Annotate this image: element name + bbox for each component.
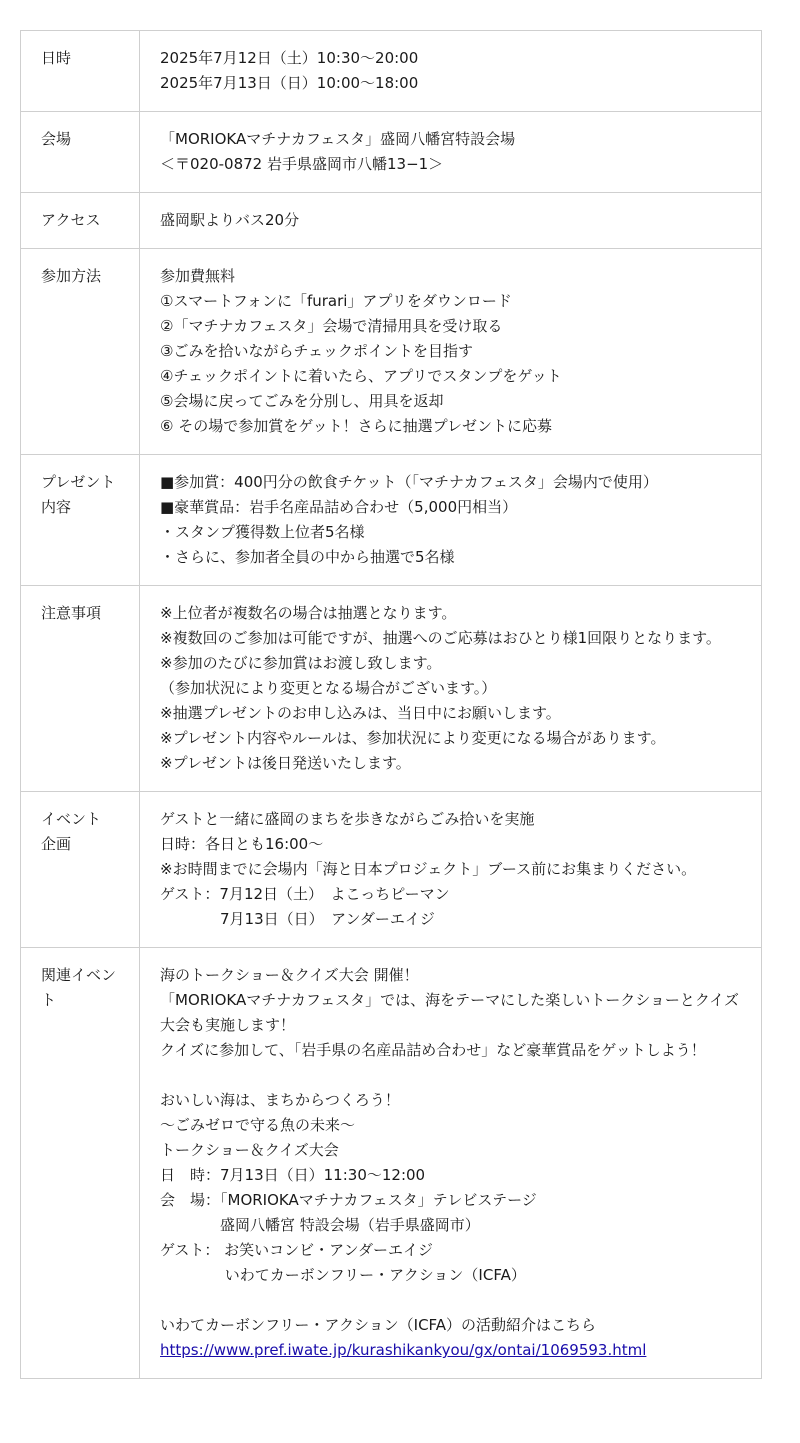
row-value (140, 112, 762, 193)
value-line: ＜〒020-0872 岩手県盛岡市八幡13−1＞ (160, 155, 444, 173)
value-line: 「MORIOKAマチナカフェスタ」では、海をテーマにした楽しいトークショーとクイズ大会も実施します！ (160, 991, 739, 1034)
table-row (21, 792, 762, 948)
row-label: 注意事項 (21, 586, 140, 792)
value-line (160, 1288, 739, 1313)
row-label: プレゼント内容 (21, 455, 140, 586)
row-value (140, 193, 762, 249)
row-value (140, 586, 762, 792)
table-row (21, 31, 762, 112)
value-line: 盛岡駅よりバス20分 (160, 211, 300, 229)
value-line: ・スタンプ獲得数上位者5名様 (160, 523, 365, 541)
value-line (160, 1063, 739, 1088)
value-line: ⑥ その場で参加賞をゲット！さらに抽選プレゼントに応募 (160, 417, 553, 435)
value-line: ■参加賞：400円分の飲食チケット（「マチナカフェスタ」会場内で使用） (160, 473, 658, 491)
value-line: 海のトークショー＆クイズ大会 開催！ (160, 966, 419, 984)
table-row (21, 193, 762, 249)
row-value (140, 948, 762, 1379)
value-line: ・さらに、参加者全員の中から抽選で5名様 (160, 548, 455, 566)
row-label: 関連イベント (21, 948, 140, 1379)
value-line: ④チェックポイントに着いたら、アプリでスタンプをゲット (160, 367, 562, 385)
row-value (140, 249, 762, 455)
value-line: 会 場：「MORIOKAマチナカフェスタ」テレビステージ (160, 1191, 537, 1209)
table-row (21, 455, 762, 586)
row-label: アクセス (21, 193, 140, 249)
row-label: 参加方法 (21, 249, 140, 455)
event-info-table (20, 30, 762, 1379)
value-line: ゲスト：7月12日（土） よこっちピーマン (160, 885, 450, 903)
value-line: 参加費無料 (160, 267, 236, 285)
table-row (21, 112, 762, 193)
value-line: 2025年7月12日（土）10:30〜20:00 (160, 49, 419, 67)
table-row (21, 586, 762, 792)
value-line: ②「マチナカフェスタ」会場で清掃用具を受け取る (160, 317, 503, 335)
value-line: ⑤会場に戻ってごみを分別し、用具を返却 (160, 392, 444, 410)
value-line: ※プレゼント内容やルールは、参加状況により変更になる場合があります。 (160, 729, 666, 747)
table-body (21, 31, 762, 1379)
value-line: ゲストと一緒に盛岡のまちを歩きながらごみ拾いを実施 (160, 810, 535, 828)
value-line: 「MORIOKAマチナカフェスタ」盛岡八幡宮特設会場 (160, 130, 516, 148)
value-line: ※参加のたびに参加賞はお渡し致します。 (160, 654, 442, 672)
row-label: イベント 企画 (21, 792, 140, 948)
value-line: ※上位者が複数名の場合は抽選となります。 (160, 604, 457, 622)
value-line: ③ごみを拾いながらチェックポイントを目指す (160, 342, 473, 360)
value-line: ゲスト： お笑いコンビ・アンダーエイジ (160, 1241, 433, 1259)
value-line: ※複数回のご参加は可能ですが、抽選へのご応募はおひとり様1回限りとなります。 (160, 629, 721, 647)
row-value (140, 455, 762, 586)
table-row (21, 249, 762, 455)
value-line: 日 時：7月13日（日）11:30〜12:00 (160, 1166, 426, 1184)
value-line: ※プレゼントは後日発送いたします。 (160, 754, 411, 772)
table-row (21, 948, 762, 1379)
value-line: （参加状況により変更となる場合がございます。） (160, 679, 497, 697)
value-line: ■豪華賞品：岩手名産品詰め合わせ（5,000円相当） (160, 498, 518, 516)
row-value (140, 31, 762, 112)
activity-link[interactable]: https://www.pref.iwate.jp/kurashikankyou/gx/ontai/1069593.html (160, 1341, 647, 1359)
value-line: おいしい海は、まちからつくろう！ (160, 1091, 400, 1109)
value-line: ①スマートフォンに「furari」アプリをダウンロード (160, 292, 512, 310)
value-line: 盛岡八幡宮 特設会場（岩手県盛岡市） (160, 1216, 480, 1234)
row-label: 日時 (21, 31, 140, 112)
value-line: いわてカーボンフリー・アクション（ICFA）の活動紹介はこちら (160, 1316, 597, 1334)
value-line: 〜ごみゼロで守る魚の未来〜 (160, 1116, 356, 1134)
row-value (140, 792, 762, 948)
value-line: 日時：各日とも16:00〜 (160, 835, 324, 853)
value-line: ※お時間までに会場内「海と日本プロジェクト」ブース前にお集まりください。 (160, 860, 697, 878)
value-line: クイズに参加して、「岩手県の名産品詰め合わせ」など豪華賞品をゲットしよう！ (160, 1041, 706, 1059)
value-line: 2025年7月13日（日）10:00〜18:00 (160, 74, 419, 92)
value-line: いわてカーボンフリー・アクション（ICFA） (160, 1266, 526, 1284)
value-line: トークショー＆クイズ大会 (160, 1141, 339, 1159)
value-line: ※抽選プレゼントのお申し込みは、当日中にお願いします。 (160, 704, 561, 722)
row-label: 会場 (21, 112, 140, 193)
value-line: 7月13日（日） アンダーエイジ (160, 910, 435, 928)
